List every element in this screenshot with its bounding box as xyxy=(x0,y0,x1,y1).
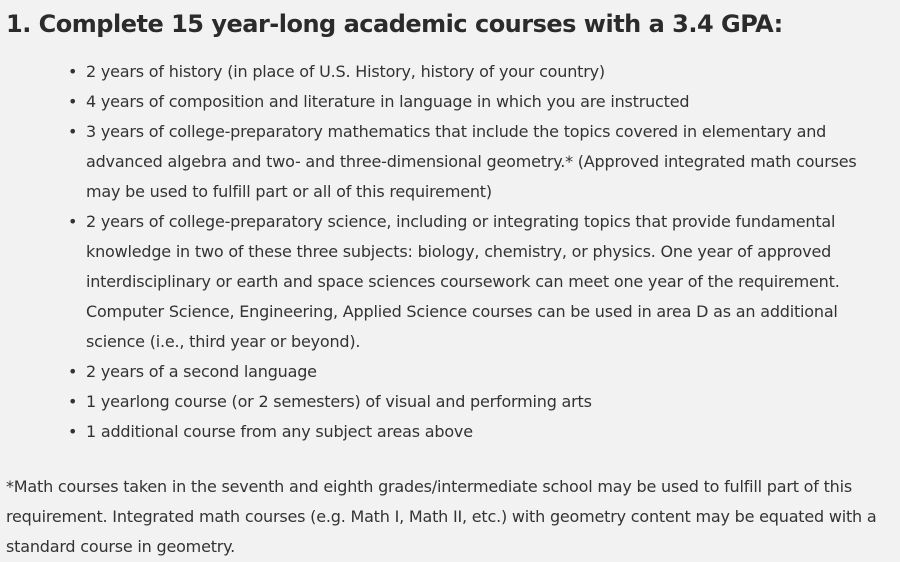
requirement-item-second-language xyxy=(68,357,894,387)
requirement-item-science xyxy=(68,207,894,357)
requirement-text: 2 years of college-preparatory science, including or integrating topics that provide fundamental knowledge in two of these three subjects: biology, chemistry, or physics. One year of approved interdisciplinary or earth and space sciences coursework can meet one year of the requirement. Computer Science, Engineering, Applied Science courses can be used in area D as an additional science (i.e., third year or beyond). xyxy=(86,212,840,351)
bullet-icon: • xyxy=(68,392,78,411)
requirement-text: 4 years of composition and literature in language in which you are instructed xyxy=(86,92,690,111)
requirement-text: 2 years of history (in place of U.S. History, history of your country) xyxy=(86,62,605,81)
requirement-item-additional xyxy=(68,417,894,447)
requirements-list xyxy=(6,57,894,447)
requirement-item-mathematics xyxy=(68,117,894,207)
bullet-icon: • xyxy=(68,212,78,231)
bullet-icon: • xyxy=(68,92,78,111)
requirement-text: 3 years of college-preparatory mathematics that include the topics covered in elementary and advanced algebra and two- and three-dimensional geometry.* (Approved integrated math courses may be used to fulfill part or all of this requirement) xyxy=(86,122,857,201)
requirement-text: 1 yearlong course (or 2 semesters) of visual and performing arts xyxy=(86,392,592,411)
requirement-text: 2 years of a second language xyxy=(86,362,317,381)
requirement-text: 1 additional course from any subject areas above xyxy=(86,422,473,441)
bullet-icon: • xyxy=(68,362,78,381)
requirement-item-arts xyxy=(68,387,894,417)
section-heading: 1. Complete 15 year-long academic courses with a 3.4 GPA: xyxy=(6,10,783,38)
requirement-item-composition xyxy=(68,87,894,117)
bullet-icon: • xyxy=(68,422,78,441)
math-footnote: *Math courses taken in the seventh and eighth grades/intermediate school may be used to fulfill part of this requirement. Integrated math courses (e.g. Math I, Math II, etc.) with geometry content may be equated with a standard course in geometry. xyxy=(6,477,877,556)
requirement-item-history xyxy=(68,57,894,87)
bullet-icon: • xyxy=(68,122,78,141)
bullet-icon: • xyxy=(68,62,78,81)
